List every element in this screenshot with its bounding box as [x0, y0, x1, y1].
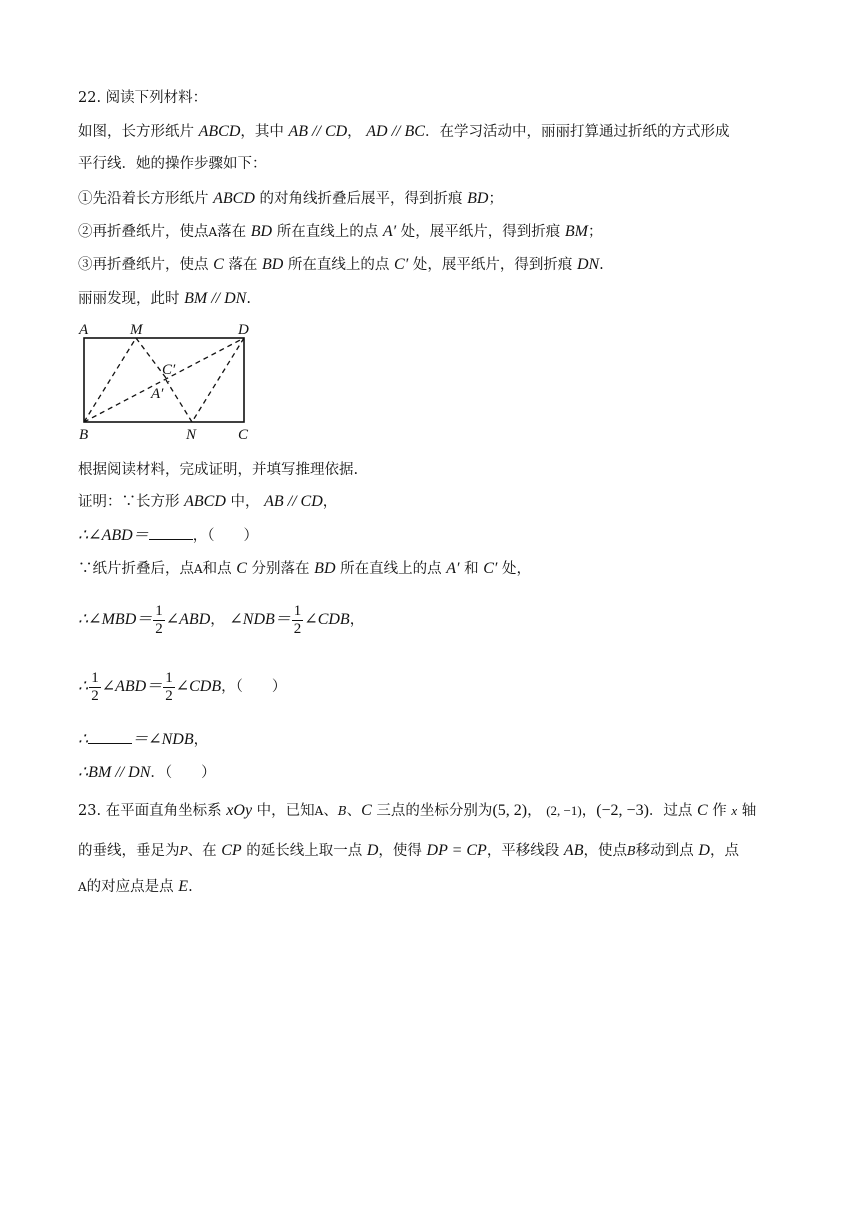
numerator: 1: [91, 669, 99, 686]
text: ③再折叠纸片，使点: [78, 257, 214, 273]
text: ，: [349, 612, 365, 628]
text: ，（ ）: [221, 679, 287, 695]
text: 轴: [737, 803, 757, 819]
math: (5, 2): [492, 802, 528, 819]
math: D: [366, 842, 379, 859]
step-1: [78, 189, 503, 209]
math: BD: [250, 223, 273, 240]
text: 处，展平纸片，得到折痕: [396, 224, 565, 240]
math: AB: [563, 842, 584, 859]
crease-bm: [84, 338, 136, 422]
math: DP = CP: [426, 842, 487, 859]
math: C: [361, 802, 372, 819]
text: ，: [581, 803, 597, 819]
question-22-title: 22. 阅读下列材料：: [78, 90, 208, 106]
text: 的垂线，垂足为: [78, 843, 180, 859]
text: 丽丽发现，此时: [78, 291, 185, 307]
text: ；: [587, 224, 603, 240]
text: 、: [346, 803, 362, 819]
math: C′: [483, 560, 498, 577]
proof-line-7: [78, 763, 216, 783]
crease-bd: [84, 338, 244, 422]
text: ．（ ）: [150, 765, 216, 781]
point: A: [194, 562, 203, 576]
answer-blank[interactable]: [88, 729, 132, 744]
point: A: [78, 880, 87, 894]
question-23-line-3: [78, 877, 193, 897]
numerator: 1: [155, 602, 163, 619]
math: x: [731, 803, 738, 818]
task-instruction: 根据阅读材料，完成证明，并填写推理依据.: [78, 462, 359, 478]
math: BD: [467, 190, 489, 207]
text: 三点的坐标分别为: [371, 803, 493, 819]
math: C: [213, 256, 224, 273]
proof-line-3: [78, 559, 531, 579]
text: .: [246, 291, 251, 307]
math: BD: [262, 256, 284, 273]
math: E: [178, 878, 189, 895]
point: A: [208, 225, 218, 239]
math: ∴: [78, 731, 89, 748]
proof-line-4: [78, 598, 364, 642]
text: 中，已知: [252, 803, 315, 819]
math: AB // CD: [264, 493, 323, 510]
question-23-line-2: [78, 841, 739, 861]
math: (−2, −3): [596, 802, 649, 819]
fraction-half: [153, 603, 165, 638]
math: AD // BC: [366, 123, 425, 140]
intro-line-1: [78, 122, 729, 142]
text: ①先沿着长方形纸片: [78, 191, 214, 207]
label-n: N: [186, 427, 197, 443]
denominator: 2: [165, 687, 173, 704]
proof-line-2: [78, 525, 258, 546]
text: 、在: [187, 843, 222, 859]
text: 证明：∵长方形: [78, 494, 185, 510]
crease-dn: [192, 338, 244, 422]
text: 处，: [497, 561, 531, 577]
step-3: [78, 255, 604, 275]
text: ，使点: [583, 843, 627, 859]
math: ∴∠ABD＝: [78, 527, 149, 544]
text: ，使得: [378, 843, 427, 859]
text: 所在直线上的点: [272, 224, 383, 240]
text: 如图，长方形纸片: [78, 124, 199, 140]
text: ，点: [709, 843, 739, 859]
proof-line-1: [78, 492, 337, 512]
text: 的延长线上取一点: [241, 843, 367, 859]
text: ，: [322, 494, 338, 510]
math: xOy: [226, 802, 253, 819]
math: ABCD: [198, 123, 241, 140]
math: C′: [394, 256, 409, 273]
text: .: [599, 257, 604, 273]
numerator: 1: [293, 602, 302, 619]
label-a: A: [79, 322, 89, 338]
text: 移动到点: [635, 843, 699, 859]
denominator: 2: [155, 620, 163, 637]
label-m: M: [130, 322, 143, 338]
math: ∴: [78, 678, 89, 695]
text: 落在: [217, 224, 251, 240]
denominator: 2: [293, 620, 302, 637]
text: 中，: [225, 494, 265, 510]
point: A: [314, 804, 324, 818]
point: P: [179, 844, 188, 858]
text: 的对应点是点: [86, 879, 179, 895]
text: 和点: [202, 561, 237, 577]
rectangle-fold-figure: [74, 318, 264, 446]
math: CP: [221, 842, 242, 859]
math: DN: [576, 256, 600, 273]
fraction-half: [292, 603, 304, 638]
text: ，其中: [240, 124, 289, 140]
intro-line-2: 平行线．她的操作步骤如下：: [78, 156, 267, 172]
numerator: 1: [165, 669, 173, 686]
fraction-half: [89, 670, 101, 705]
answer-blank[interactable]: [149, 525, 193, 540]
math: ∴BM // DN: [78, 764, 151, 781]
text: ，: [347, 124, 367, 140]
math: ABCD: [184, 493, 226, 510]
text: 所在直线上的点: [335, 561, 447, 577]
math: BM: [564, 223, 588, 240]
math: ∠CDB: [304, 611, 350, 628]
proof-line-6: [78, 729, 208, 750]
denominator: 2: [91, 687, 99, 704]
text: ②再折叠纸片，使点: [78, 224, 209, 240]
text: ，平移线段: [486, 843, 564, 859]
label-a-prime: A′: [151, 386, 164, 402]
text: .: [188, 879, 193, 895]
text: 23. 在平面直角坐标系: [78, 803, 227, 819]
text: 处，展平纸片，得到折痕: [408, 257, 577, 273]
segment-nc: [166, 380, 192, 422]
math: C: [236, 560, 247, 577]
label-b: B: [79, 427, 89, 443]
math: A′: [446, 560, 460, 577]
text: 的对角线折叠后展平，得到折痕: [254, 191, 468, 207]
text: ，: [527, 803, 547, 819]
math: A′: [382, 223, 397, 240]
proof-line-5: [78, 665, 286, 709]
math: C: [697, 802, 708, 819]
math: ABCD: [213, 190, 255, 207]
point: B: [337, 804, 347, 818]
math: ∴∠MBD＝: [78, 611, 153, 628]
math: D: [698, 842, 710, 859]
text: ．在学习活动中，丽丽打算通过折纸的方式形成: [424, 124, 730, 140]
finding: [78, 289, 251, 309]
fraction-half: [163, 670, 175, 705]
math: ∠ABD＝: [101, 678, 163, 695]
math: ∠ABD: [165, 611, 211, 628]
math: BD: [314, 560, 336, 577]
math: ∠CDB: [175, 678, 222, 695]
label-d: D: [238, 322, 249, 338]
text: 所在直线上的点: [283, 257, 395, 273]
step-2: [78, 222, 602, 242]
label-c-prime: C′: [162, 362, 176, 378]
text: 和: [459, 561, 484, 577]
text: ∵纸片折叠后，点: [78, 561, 194, 577]
math: (2, −1): [546, 803, 582, 818]
text: 作: [707, 803, 732, 819]
text: 落在: [223, 257, 262, 273]
text: ，（ ）: [192, 528, 258, 544]
text: ．过点: [648, 803, 698, 819]
text: ，: [193, 732, 209, 748]
question-23-line-1: [78, 801, 756, 821]
text: ；: [488, 191, 503, 207]
math: ∠NDB＝: [229, 611, 291, 628]
text: 分别落在: [246, 561, 315, 577]
label-c: C: [238, 427, 249, 443]
text: 、: [323, 803, 338, 819]
text: ，: [210, 612, 230, 628]
point: B: [626, 844, 636, 858]
math: AB // CD: [288, 123, 348, 140]
math: BM // DN: [184, 290, 247, 307]
math: ＝∠NDB: [132, 731, 194, 748]
